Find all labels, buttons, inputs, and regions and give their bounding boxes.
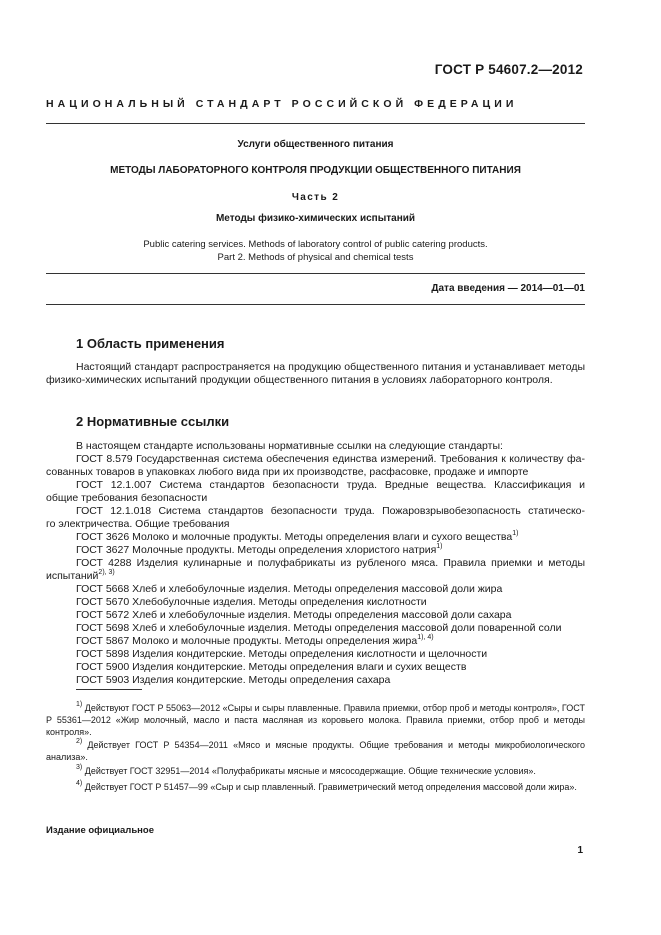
footnote-mark: 1) (76, 701, 83, 708)
footnote-ref[interactable]: 1) (436, 542, 443, 550)
introduction-date: Дата введения — 2014—01—01 (431, 283, 585, 294)
footnote-mark: 2) (76, 738, 83, 745)
footnote-ref[interactable]: 2), 3) (98, 568, 115, 576)
reference-item: ГОСТ 5903 Изделия кондитерские. Методы определения сахара (76, 674, 391, 686)
part-subtitle: Методы физико-химических испытаний (215, 213, 416, 224)
references-intro: В настоящем стандарте использованы нормативные ссылки на следующие стандарты: (76, 440, 503, 452)
footnote: $^{1)}$ Действуют ГОСТ Р 55063—2012 «Сыры и сыры плавленные. Правила приемки, отбор проб и методы контроля», ГОСТ Р 55361—2012 «Жир молочный, масло и паста масляная из коровьего молока. Правила приемки, отбор проб и методы контроля». (46, 701, 585, 737)
section-1-paragraph: Настоящий стандарт распространяется на продукцию общественного питания и устанавливает методы физико-химических испытаний продукции общественного питания в условиях лабораторного контроля. (46, 361, 585, 386)
document-code: ГОСТ Р 54607.2—2012 (434, 62, 583, 77)
reference-item: ГОСТ 5898 Изделия кондитерские. Методы определения кислотности и щелочности (76, 648, 488, 660)
reference-item: ГОСТ 5668 Хлеб и хлебобулочные изделия. Методы определения массовой доли жира (76, 583, 503, 595)
reference-item: ГОСТ 3626 Молоко и молочные продукты. Методы определения влаги и сухого вещества$^{1)}$ (76, 529, 519, 543)
reference-item: ГОСТ 3627 Молочные продукты. Методы определения хлористого натрия$^{1)}$ (76, 542, 443, 556)
reference-item: ГОСТ 12.1.007 Система стандартов безопасности труда. Вредные вещества. Классификация и (76, 479, 585, 491)
official-edition-label: Издание официальное (46, 825, 154, 836)
part-label: Часть 2 (291, 192, 340, 203)
section-1-heading: 1 Область применения (76, 336, 225, 351)
reference-item-continuation: сованных товаров в упаковках любого вида при их производстве, расфасовке, продаже и импорте (46, 466, 529, 478)
reference-item-continuation: общие требования безопасности (46, 492, 208, 504)
footnote-mark: 3) (76, 764, 83, 771)
header-divider (46, 123, 585, 124)
reference-item: ГОСТ 5867 Молоко и молочные продукты. Методы определения жира$^{1), 4)}$ (76, 633, 434, 647)
reference-item-continuation: испытаний$^{2), 3)}$ (46, 568, 115, 582)
footnote-mark: 4) (76, 780, 83, 787)
footnote: $^{3)}$ Действует ГОСТ 32951—2014 «Полуфабрикаты мясные и мясосодержащие. Общие технические условия». (76, 764, 536, 776)
section-2-heading: 2 Нормативные ссылки (76, 414, 230, 429)
footnote-ref[interactable]: 1) (512, 529, 519, 537)
reference-item: ГОСТ 5670 Хлебобулочные изделия. Методы определения кислотности (76, 596, 427, 608)
reference-item-continuation: го электричества. Общие требования (46, 518, 230, 530)
footnote: $^{4)}$ Действует ГОСТ Р 51457—99 «Сыр и сыр плавленный. Гравиметрический метод определения массовой доли жира». (76, 780, 577, 792)
date-divider (46, 304, 585, 305)
national-standard-banner: НАЦИОНАЛЬНЫЙ СТАНДАРТ РОССИЙСКОЙ ФЕДЕРАЦИИ (46, 98, 518, 110)
reference-item: ГОСТ 5698 Хлеб и хлебобулочные изделия. Методы определения массовой доли поваренной соли (76, 622, 562, 634)
reference-item: ГОСТ 12.1.018 Система стандартов безопасности труда. Пожаровзрывобезопасность статическо- (76, 505, 585, 517)
service-title: Услуги общественного питания (237, 139, 394, 150)
footnotes-divider (76, 689, 142, 690)
main-title: МЕТОДЫ ЛАБОРАТОРНОГО КОНТРОЛЯ ПРОДУКЦИИ ОБЩЕСТВЕННОГО ПИТАНИЯ (110, 165, 521, 176)
english-title-line1: Public catering services. Methods of laboratory control of public catering products. (143, 239, 488, 250)
footnote-ref[interactable]: 1), 4) (417, 633, 434, 641)
reference-item: ГОСТ 4288 Изделия кулинарные и полуфабрикаты из рубленого мяса. Правила приемки и методы (76, 557, 585, 569)
reference-item: ГОСТ 5900 Изделия кондитерские. Методы определения влаги и сухих веществ (76, 661, 467, 673)
reference-item: ГОСТ 8.579 Государственная система обеспечения единства измерений. Требования к количеству фа- (76, 453, 585, 465)
footnote: $^{2)}$ Действует ГОСТ Р 54354—2011 «Мясо и мясные продукты. Общие требования и методы микробиологического анализа». (46, 738, 585, 762)
reference-item: ГОСТ 5672 Хлеб и хлебобулочные изделия. Методы определения массовой доли сахара (76, 609, 512, 621)
page-number: 1 (577, 845, 583, 856)
english-title-line2: Part 2. Methods of physical and chemical tests (217, 252, 414, 263)
title-divider (46, 273, 585, 274)
